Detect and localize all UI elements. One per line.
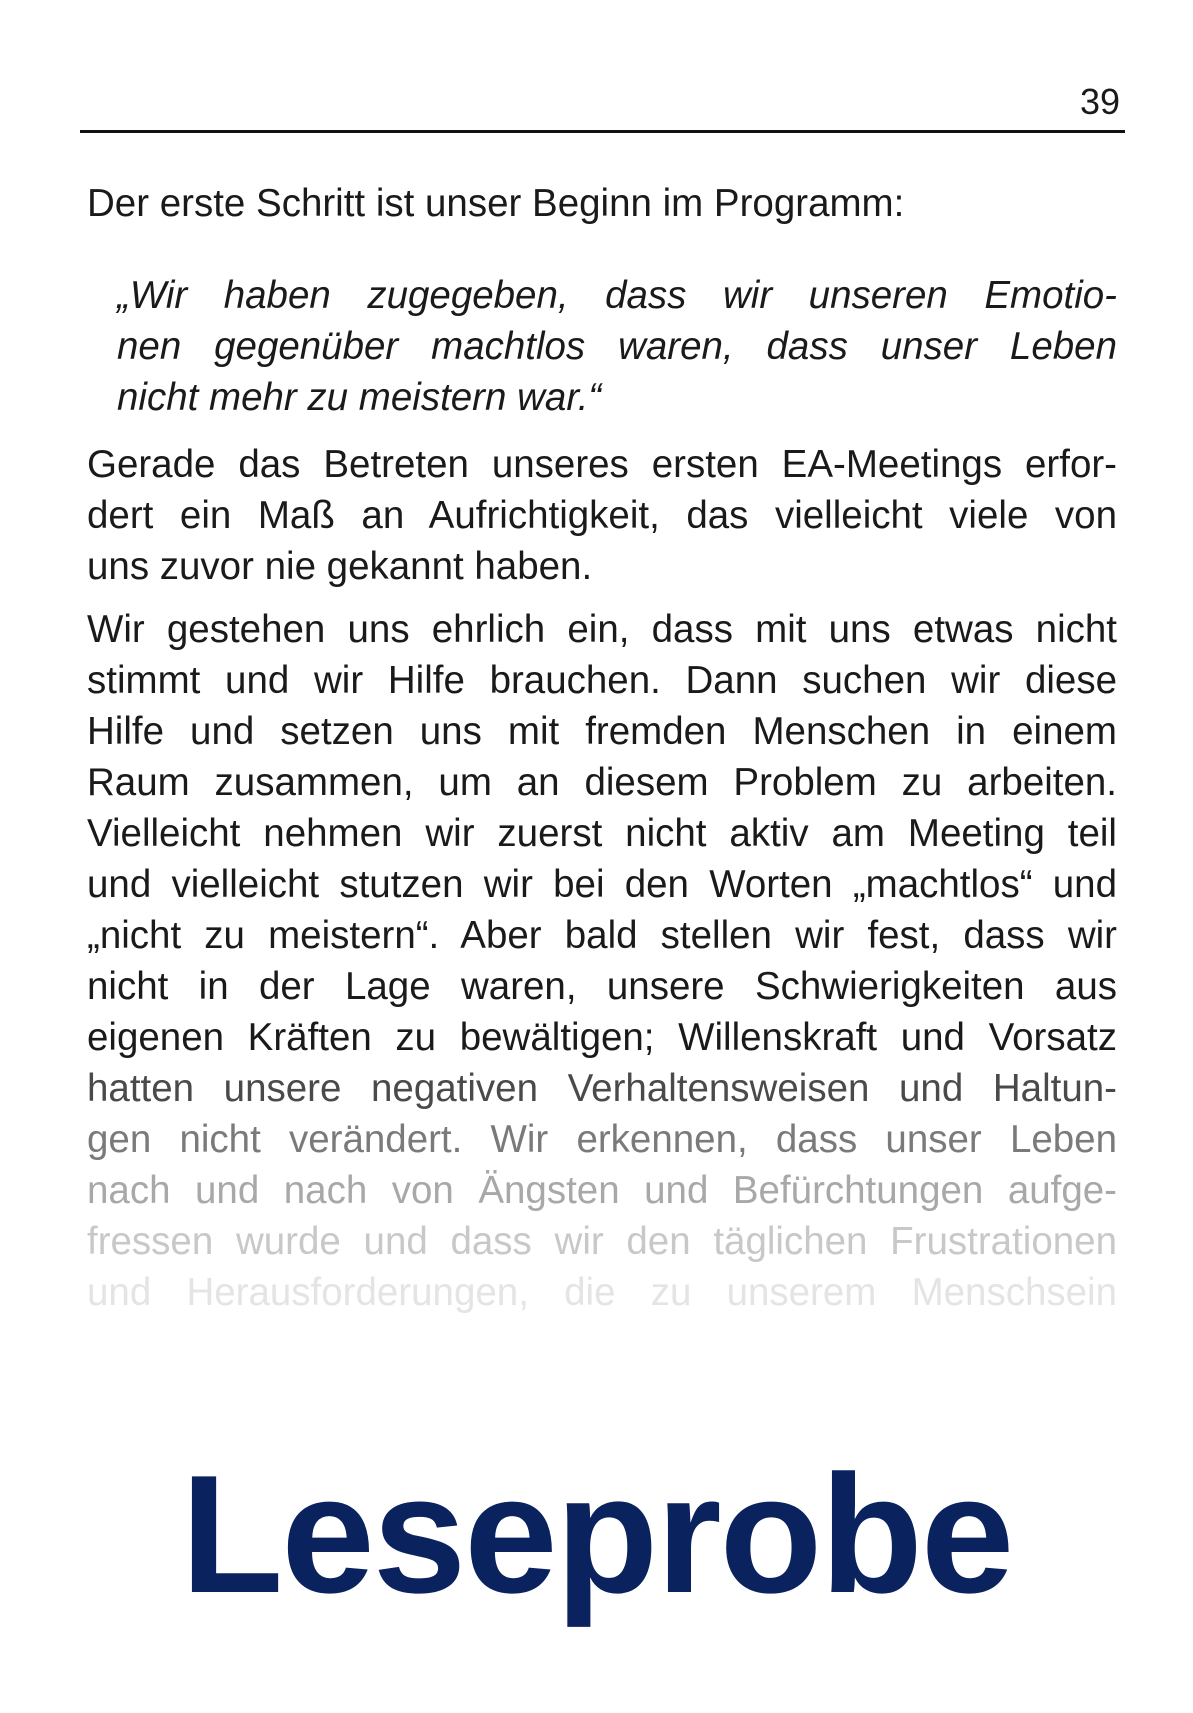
paragraph-line: und vielleicht stutzen wir bei den Worten „machtlos“ und	[87, 863, 1117, 906]
paragraph-2	[87, 604, 1117, 1318]
paragraph-line: Hilfe und setzen uns mit fremden Menschen in einem	[87, 710, 1117, 753]
paragraph-line: Vielleicht nehmen wir zuerst nicht aktiv am Meeting teil	[87, 812, 1117, 855]
header-rule	[80, 130, 1125, 133]
paragraph-line: Wir gestehen uns ehrlich ein, dass mit uns etwas nicht	[87, 608, 1117, 651]
quote-line: nen gegenüber machtlos waren, dass unser Leben	[117, 325, 1117, 368]
paragraph-line: stimmt und wir Hilfe brauchen. Dann suchen wir diese	[87, 659, 1117, 702]
step-quote	[117, 270, 1117, 423]
intro-line: Der erste Schritt ist unser Beginn im Programm:	[87, 182, 905, 225]
quote-line: nicht mehr zu meistern war.“	[117, 376, 602, 419]
paragraph-line: eigenen Kräften zu bewältigen; Willenskraft und Vorsatz	[87, 1016, 1117, 1059]
quote-line: „Wir haben zugegeben, dass wir unseren Emotio-	[117, 274, 1117, 317]
page-body	[87, 178, 1117, 1318]
paragraph-line: fressen wurde und dass wir den täglichen Frustrationen	[87, 1220, 1117, 1263]
paragraph-line: Gerade das Betreten unseres ersten EA-Meetings erfor-	[87, 443, 1117, 486]
leseprobe-watermark: Leseprobe	[180, 1440, 1013, 1628]
paragraph-line: gen nicht verändert. Wir erkennen, dass unser Leben	[87, 1118, 1117, 1161]
paragraph-line: „nicht zu meistern“. Aber bald stellen wir fest, dass wir	[87, 914, 1117, 957]
paragraph-line: nach und nach von Ängsten und Befürchtungen aufge-	[87, 1169, 1117, 1212]
paragraph-line: dert ein Maß an Aufrichtigkeit, das vielleicht viele von	[87, 494, 1117, 537]
paragraph-line: Raum zusammen, um an diesem Problem zu arbeiten.	[87, 761, 1117, 804]
paragraph-1	[87, 439, 1117, 592]
paragraph-line: nicht in der Lage waren, unsere Schwierigkeiten aus	[87, 965, 1117, 1008]
paragraph-line: hatten unsere negativen Verhaltensweisen und Haltun-	[87, 1067, 1117, 1110]
page-number: 39	[1079, 81, 1120, 122]
paragraph-line: und Herausforderungen, die zu unserem Menschsein	[87, 1271, 1117, 1314]
paragraph-line: uns zuvor nie gekannt haben.	[87, 545, 593, 588]
